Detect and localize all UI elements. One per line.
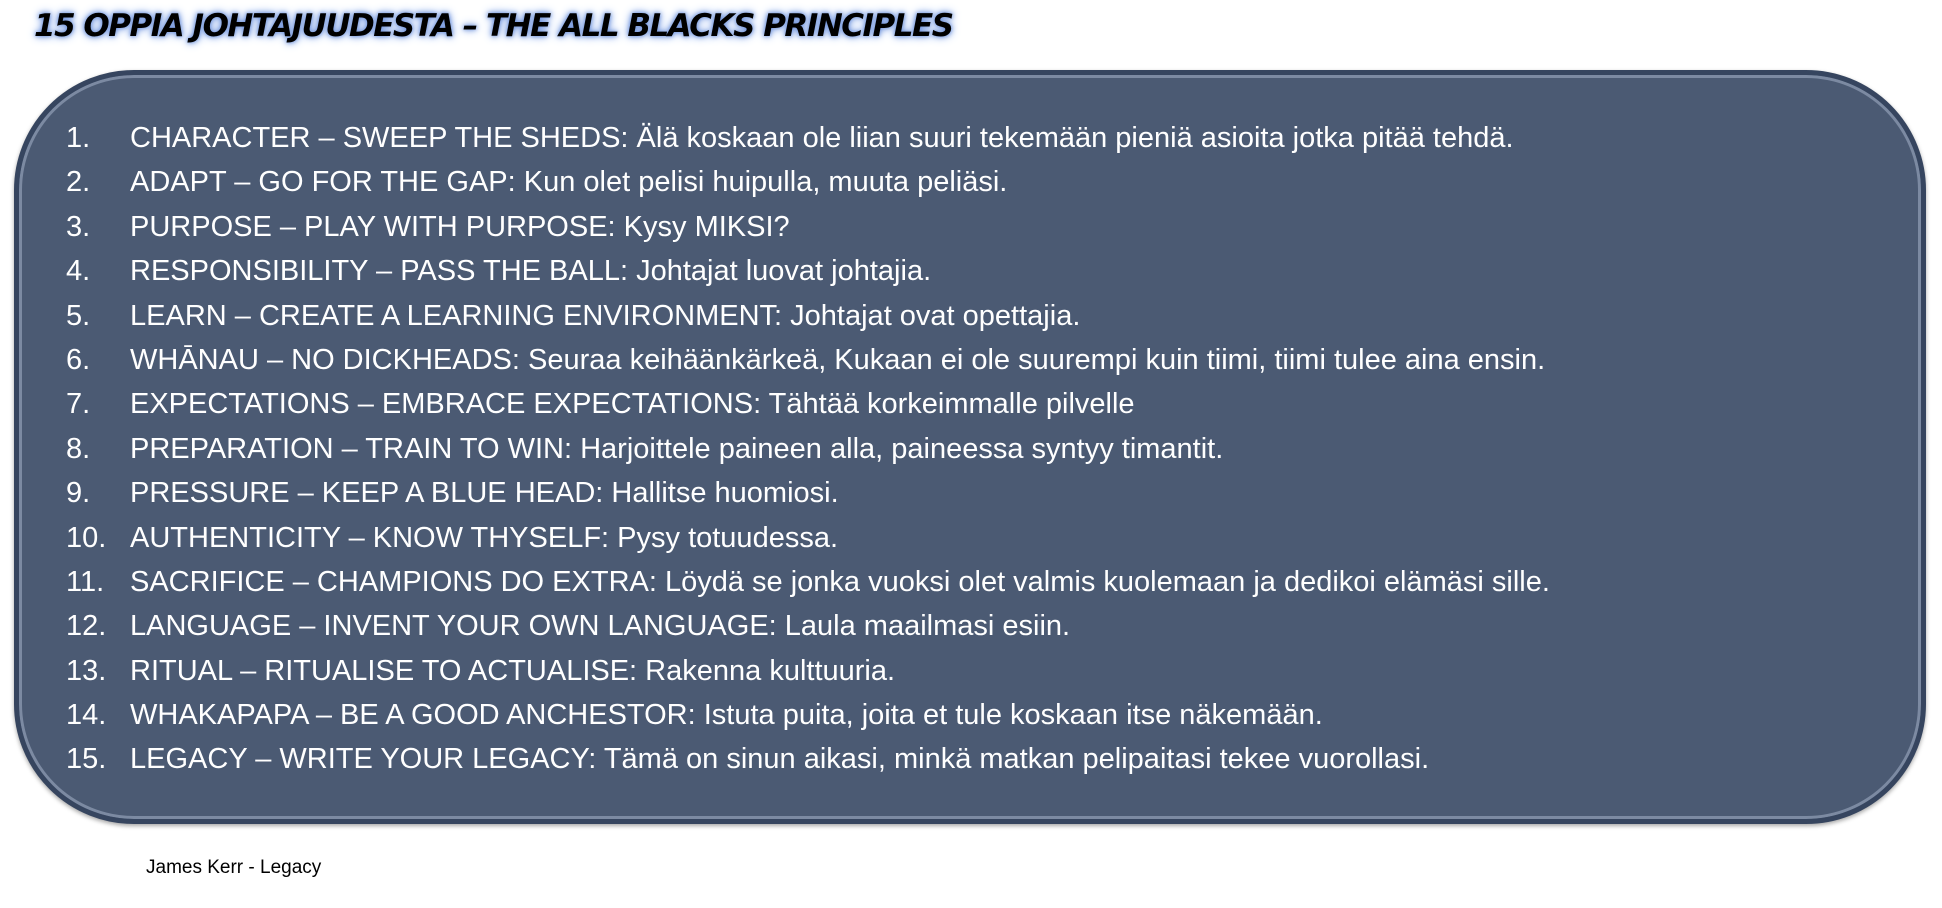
principle-item [66, 160, 1550, 204]
principle-item [66, 205, 1550, 249]
principle-number: 15. [66, 743, 107, 776]
principle-item [66, 516, 1550, 560]
principle-number: 11. [66, 565, 105, 598]
principle-item [66, 427, 1550, 471]
principle-text: LEGACY – WRITE YOUR LEGACY: Tämä on sinun aikasi, minkä matkan pelipaitasi tekee vuorollasi. [130, 743, 1430, 776]
principle-text: WHAKAPAPA – BE A GOOD ANCHESTOR: Istuta puita, joita et tule koskaan itse näkemään. [130, 699, 1323, 732]
principle-number: 5. [66, 299, 91, 332]
principle-number: 4. [66, 255, 91, 288]
principle-item [66, 338, 1550, 382]
source-citation: James Kerr - Legacy [146, 857, 322, 878]
principle-item [66, 737, 1550, 781]
principle-text: SACRIFICE – CHAMPIONS DO EXTRA: Löydä se jonka vuoksi olet valmis kuolemaan ja dedikoi elämäsi sille. [130, 565, 1550, 598]
principle-number: 1. [66, 122, 91, 154]
principle-number: 12. [66, 610, 107, 643]
principle-text: CHARACTER – SWEEP THE SHEDS: Älä koskaan ole liian suuri tekemään pieniä asioita jotka pitää tehdä. [130, 122, 1514, 154]
principle-text: PREPARATION – TRAIN TO WIN: Harjoittele paineen alla, paineessa syntyy timantit. [130, 432, 1224, 465]
principle-item [66, 693, 1550, 737]
principle-number: 7. [66, 388, 91, 421]
principle-item [66, 560, 1550, 604]
principle-text: LANGUAGE – INVENT YOUR OWN LANGUAGE: Laula maailmasi esiin. [130, 610, 1071, 643]
principle-text: ADAPT – GO FOR THE GAP: Kun olet pelisi huipulla, muuta peliäsi. [130, 166, 1008, 199]
principle-number: 8. [66, 432, 91, 465]
principle-item [66, 382, 1550, 426]
principle-text: EXPECTATIONS – EMBRACE EXPECTATIONS: Tähtää korkeimmalle pilvelle [130, 388, 1135, 421]
page-title: 15 OPPIA JOHTAJUUDESTA – THE ALL BLACKS PRINCIPLES [34, 8, 953, 44]
principle-number: 3. [66, 210, 91, 243]
principle-number: 2. [66, 166, 91, 199]
principle-number: 14. [66, 699, 107, 732]
principle-text: LEARN – CREATE A LEARNING ENVIRONMENT: Johtajat ovat opettajia. [130, 299, 1081, 332]
principle-item [66, 471, 1550, 515]
principle-text: RITUAL – RITUALISE TO ACTUALISE: Rakenna kulttuuria. [130, 654, 896, 687]
principle-number: 10. [66, 521, 107, 554]
principle-item [66, 294, 1550, 338]
principle-item [66, 249, 1550, 293]
principle-item [66, 604, 1550, 648]
principle-number: 6. [66, 343, 91, 376]
principle-text: WHĀNAU – NO DICKHEADS: Seuraa keihäänkärkeä, Kukaan ei ole suurempi kuin tiimi, tiimi tulee aina ensin. [130, 343, 1546, 376]
principle-text: PRESSURE – KEEP A BLUE HEAD: Hallitse huomiosi. [130, 477, 839, 510]
principle-item [66, 116, 1550, 160]
principle-text: AUTHENTICITY – KNOW THYSELF: Pysy totuudessa. [130, 521, 839, 554]
principles-list [66, 116, 1550, 782]
principle-text: RESPONSIBILITY – PASS THE BALL: Johtajat luovat johtajia. [130, 255, 932, 288]
principle-number: 9. [66, 477, 91, 510]
principle-number: 13. [66, 654, 107, 687]
principle-item [66, 649, 1550, 693]
principle-text: PURPOSE – PLAY WITH PURPOSE: Kysy MIKSI? [130, 210, 790, 243]
